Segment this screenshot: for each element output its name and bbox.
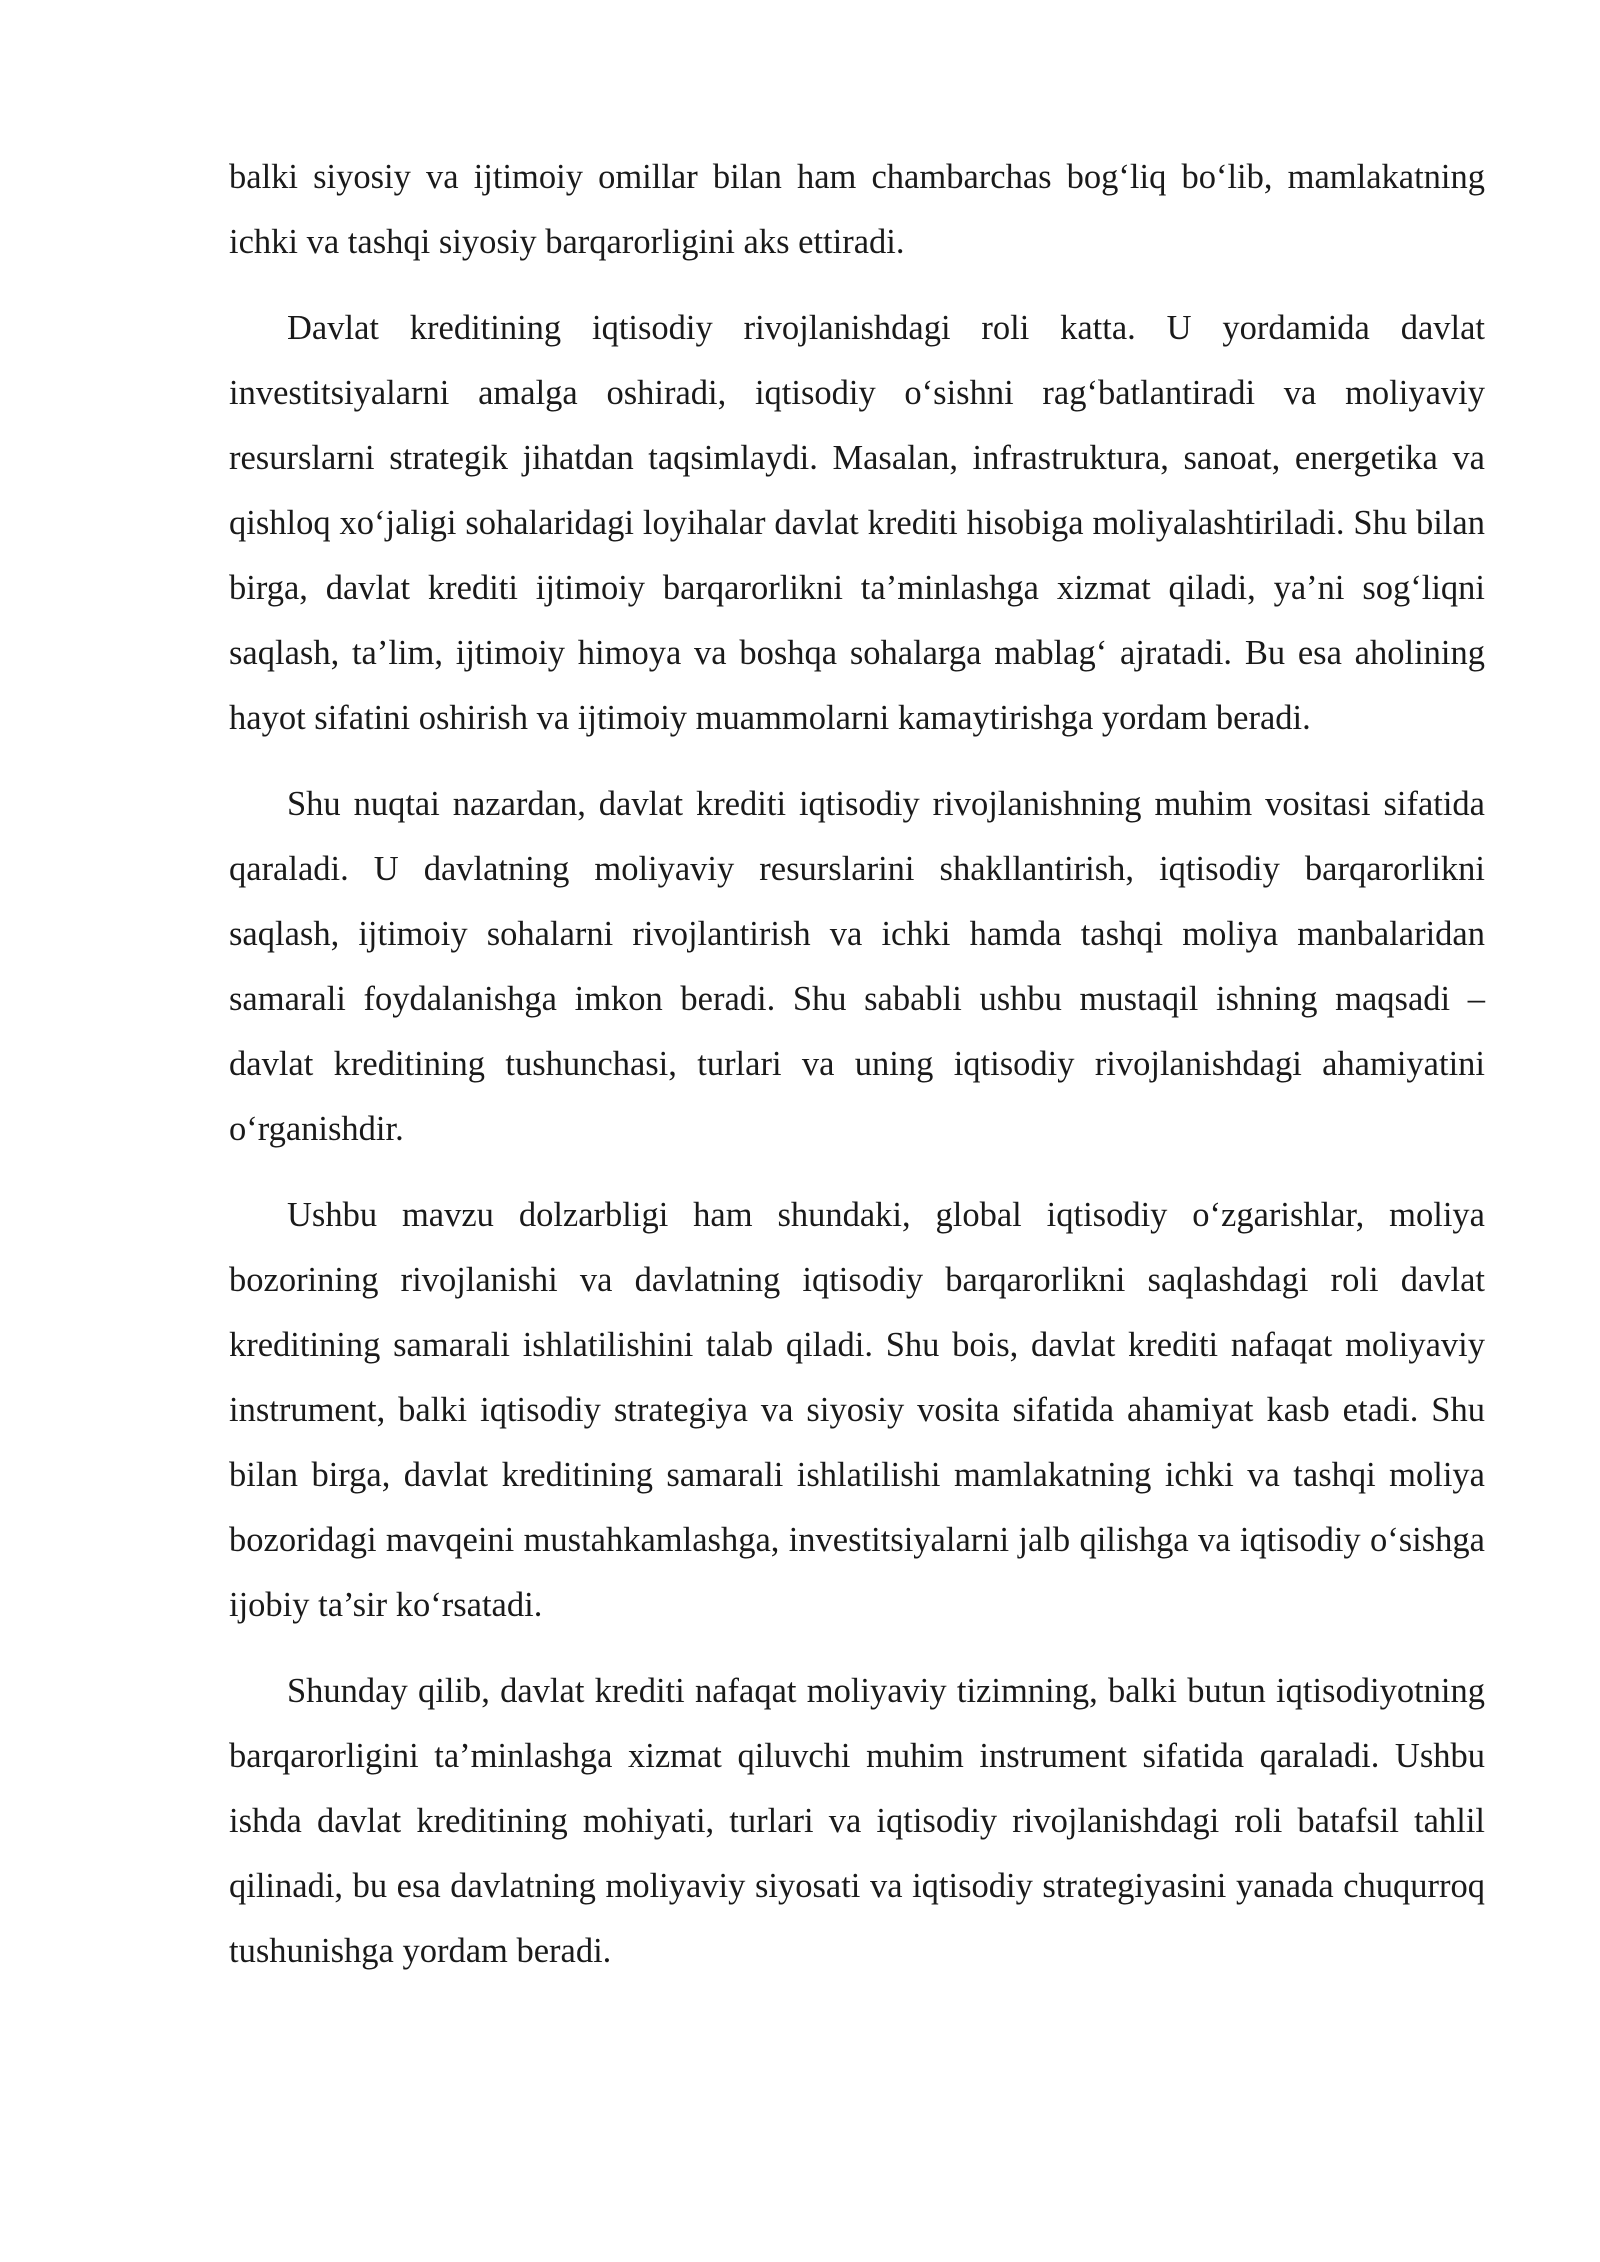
paragraph-conclusion: Shunday qilib, davlat krediti nafaqat moliyaviy tizimning, balki butun iqtisodiyotning barqarorligini ta’minlashga xizmat qiluvchi muhim instrument sifatida qaraladi. Ushbu ishda davlat kreditining mohiyati, turlari va iqtisodiy rivojlanishdagi roli batafsil tahlil qilinadi, bu esa davlatning moliyaviy siyosati va iqtisodiy strategiyasini yanada chuqurroq tushunishga yordam beradi. — [229, 1672, 1485, 1970]
document-page — [229, 145, 1485, 2005]
paragraph-role-of-state-credit: Davlat kreditining iqtisodiy rivojlanishdagi roli katta. U yordamida davlat investitsiyalarni amalga oshiradi, iqtisodiy o‘sishni rag‘batlantiradi va moliyaviy resurslarni strategik jihatdan taqsimlaydi. Masalan, infrastruktura, sanoat, energetika va qishloq xo‘jaligi sohalaridagi loyihalar davlat krediti hisobiga moliyalashtiriladi. Shu bilan birga, davlat krediti ijtimoiy barqarorlikni ta’minlashga xizmat qiladi, ya’ni sog‘liqni saqlash, ta’lim, ijtimoiy himoya va boshqa sohalarga mablag‘ ajratadi. Bu esa aholining hayot sifatini oshirish va ijtimoiy muammolarni kamaytirishga yordam beradi. — [229, 309, 1485, 737]
paragraph-relevance: Ushbu mavzu dolzarbligi ham shundaki, global iqtisodiy o‘zgarishlar, moliya bozorining rivojlanishi va davlatning iqtisodiy barqarorlikni saqlashdagi roli davlat kreditining samarali ishlatilishini talab qiladi. Shu bois, davlat krediti nafaqat moliyaviy instrument, balki iqtisodiy strategiya va siyosiy vosita sifatida ahamiyat kasb etadi. Shu bilan birga, davlat kreditining samarali ishlatilishi mamlakatning ichki va tashqi moliya bozoridagi mavqeini mustahkamlashga, investitsiyalarni jalb qilishga va iqtisodiy o‘sishga ijobiy ta’sir ko‘rsatadi. — [229, 1196, 1485, 1624]
paragraph-purpose-of-work: Shu nuqtai nazardan, davlat krediti iqtisodiy rivojlanishning muhim vositasi sifatida qaraladi. U davlatning moliyaviy resurslarini shakllantirish, iqtisodiy barqarorlikni saqlash, ijtimoiy sohalarni rivojlantirish va ichki hamda tashqi moliya manbalaridan samarali foydalanishga imkon beradi. Shu sababli ushbu mustaqil ishning maqsadi – davlat kreditining tushunchasi, turlari va uning iqtisodiy rivojlanishdagi ahamiyatini o‘rganishdir. — [229, 785, 1485, 1148]
paragraph-continuation: balki siyosiy va ijtimoiy omillar bilan ham chambarchas bog‘liq bo‘lib, mamlakatning ichki va tashqi siyosiy barqarorligini aks ettiradi. — [229, 158, 1485, 261]
